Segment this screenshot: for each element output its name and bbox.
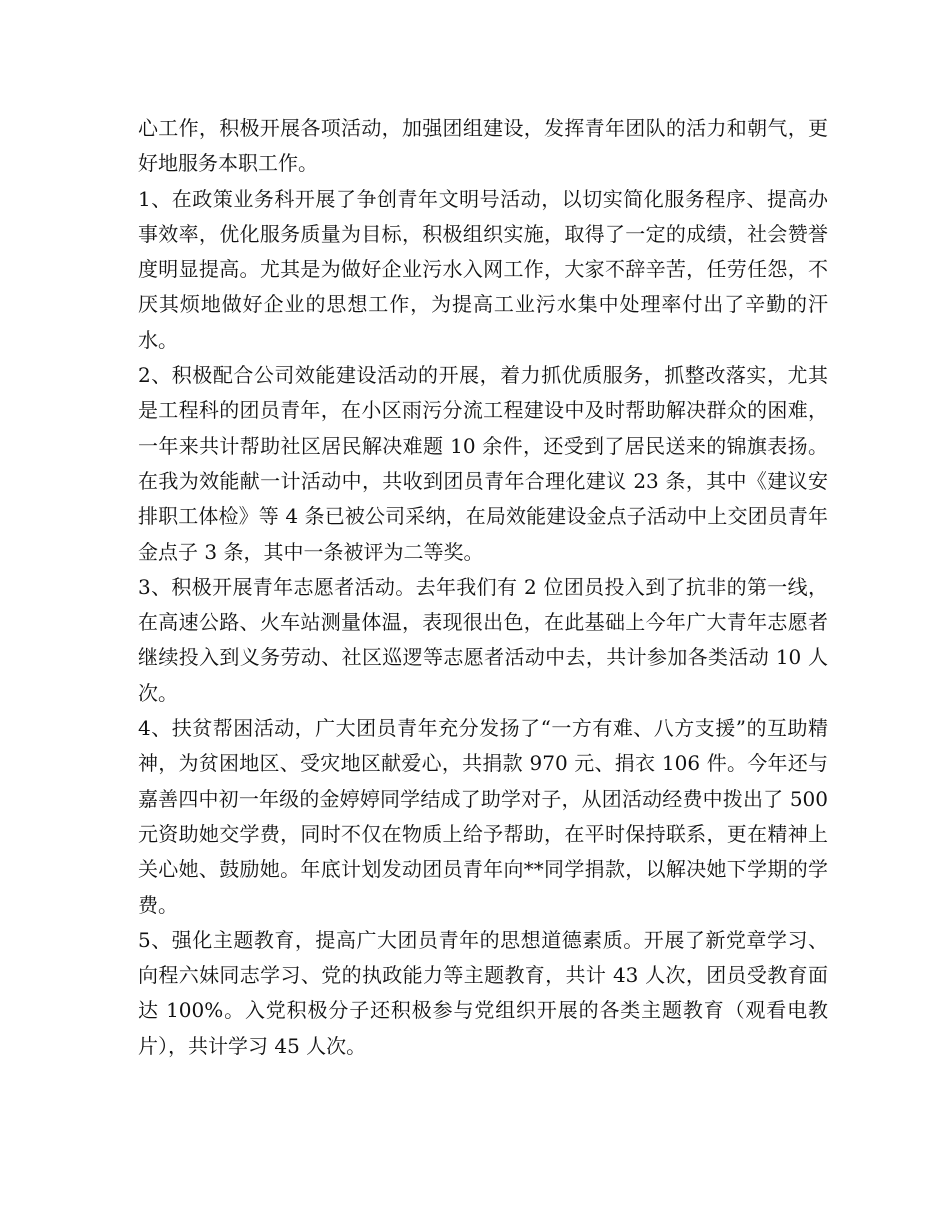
paragraph-item-1: 1、在政策业务科开展了争创青年文明号活动，以切实简化服务程序、提高办事效率，优化服务质量为目标，积极组织实施，取得了一定的成绩，社会赞誉度明显提高。尤其是为做好企业污水入网工作，大家不辞辛苦，任劳任怨，不厌其烦地做好企业的思想工作，为提高工业污水集中处理率付出了辛勤的汗水。 xyxy=(138,186,828,352)
paragraph-intro: 心工作，积极开展各项活动，加强团组建设，发挥青年团队的活力和朝气，更好地服务本职工作。 xyxy=(138,116,828,176)
paragraph-item-3: 3、积极开展青年志愿者活动。去年我们有 2 位团员投入到了抗非的第一线，在高速公路、火车站测量体温，表现很出色，在此基础上今年广大青年志愿者继续投入到义务劳动、社区巡逻等志愿者活动中去，共计参加各类活动 10 人次。 xyxy=(138,574,828,705)
paragraph-item-5: 5、强化主题教育，提高广大团员青年的思想道德素质。开展了新党章学习、向程六妹同志学习、党的执政能力等主题教育，共计 43 人次，团员受教育面达 100%。入党积极分子还积极参与党组织开展的各类主题教育（观看电教片），共计学习 45 人次。 xyxy=(138,927,828,1058)
paragraph-item-2: 2、积极配合公司效能建设活动的开展，着力抓优质服务，抓整改落实，尤其是工程科的团员青年，在小区雨污分流工程建设中及时帮助解决群众的困难，一年来共计帮助社区居民解决难题 10 余件，还受到了居民送来的锦旗表扬。在我为效能献一计活动中，共收到团员青年合理化建议 23 条，其中《建议安排职工体检》等 4 条已被公司采纳，在局效能建设金点子活动中上交团员青年金点子 3 条，其中一条被评为二等奖。 xyxy=(138,363,828,564)
document-body xyxy=(138,111,828,1064)
paragraph-item-4: 4、扶贫帮困活动，广大团员青年充分发扬了“一方有难、八方支援”的互助精神，为贫困地区、受灾地区献爱心，共捐款 970 元、捐衣 106 件。今年还与嘉善四中初一年级的金婷婷同学结成了助学对子，从团活动经费中拨出了 500 元资助她交学费，同时不仅在物质上给予帮助，在平时保持联系，更在精神上关心她、鼓励她。年底计划发动团员青年向**同学捐款，以解决她下学期的学费。 xyxy=(138,716,828,917)
